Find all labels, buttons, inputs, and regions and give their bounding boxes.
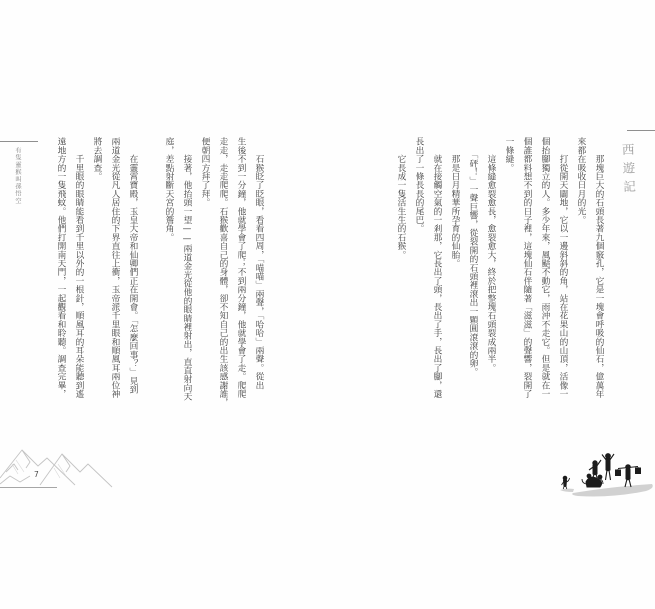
text-column: 它長成一隻活生生的石猴。 bbox=[396, 137, 406, 259]
text-column: 那是日月精華所孕育的仙胎。 bbox=[450, 137, 460, 268]
text-column: 將去調查。 bbox=[92, 137, 102, 181]
text-column: 遠地方的一隻飛蚊。他們打開南天門，一起觀看和聆聽。調查完畢， bbox=[56, 137, 66, 398]
text-column: 一條縫。 bbox=[504, 137, 514, 172]
text-column: 在靈霄寶殿，玉皇大帝和仙卿們正在開會。「怎麼回事？」見到 bbox=[128, 137, 138, 394]
text-column: 庭，差點射斷天宮的簷角。 bbox=[164, 137, 174, 242]
text-column: 接著，他抬頭一望——兩道金光從他的眼睛裡射出，直直射向天 bbox=[182, 137, 192, 401]
text-column: 走走，走走爬爬。石猴歡喜自己的身體，卻不知自己的出生該感謝誰， bbox=[218, 137, 228, 407]
text-column: 來都在吸收日月的光。 bbox=[576, 137, 586, 224]
page-edge-rule-top-right bbox=[627, 130, 655, 131]
text-column: 石猴眨了眨眼，看看四周，「喵喵」兩聲，「哈哈」兩聲。從出 bbox=[254, 137, 264, 390]
chapter-marker: 有隻靈猴叫孫悟空 bbox=[14, 147, 21, 205]
text-column: 千里眼的眼睛能看到千里以外的一根針，順風耳的耳朵能聽到遙 bbox=[74, 137, 84, 398]
page-number: 7 bbox=[34, 470, 39, 479]
text-column: 個誰都料想不到的日子裡，這塊仙石伴隨著「滋滋」的聲響，裂開了 bbox=[522, 137, 532, 398]
text-column: 就在接觸空氣的一剎那，它長出了頭，長出了手，長出了腳，還 bbox=[432, 137, 442, 398]
text-column: 那塊巨大的石頭長著九個竅孔，它是一塊會呼吸的仙石，億萬年 bbox=[594, 137, 604, 398]
book-title: 西遊記 bbox=[620, 142, 637, 199]
page-edge-rule-top-left bbox=[0, 141, 38, 142]
mountain-sketch-illustration bbox=[0, 438, 120, 496]
text-column: 長出了一條長長的尾巴。 bbox=[414, 137, 424, 233]
text-column: 便朝四方拜了拜。 bbox=[200, 137, 210, 207]
text-column: 「砰！」一聲巨響，從裂開的石頭裡滾出一顆圓滾滾的卵。 bbox=[468, 137, 478, 377]
text-column: 打從開天闢地，它以一邊斜斜的角，站在花果山的山頂，活像一 bbox=[558, 137, 568, 398]
text-column: 兩道金光從凡人居住的下界直往上衝，玉帝派千里眼和順風耳兩位神 bbox=[110, 137, 120, 398]
text-column: 這條縫愈裂愈長，愈裂愈大，終於把整塊石頭裂成兩半。 bbox=[486, 137, 496, 372]
monkey-silhouette-illustration bbox=[548, 446, 655, 506]
text-column: 個抬腳獨立的人。多少年來，風颳不動它，雨沖不走它。但是就在一 bbox=[540, 137, 550, 398]
text-column: 生後不到一分鐘，他就學會了爬；不到兩分鐘，他就學會了走。爬爬 bbox=[236, 137, 246, 398]
